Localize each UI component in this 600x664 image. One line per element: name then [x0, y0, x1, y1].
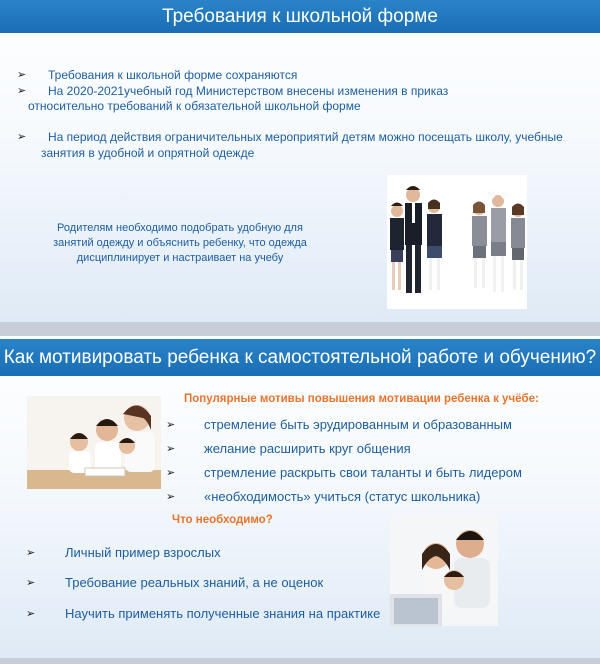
bullet-arrow-icon: ➢ — [26, 577, 36, 589]
bullet-text: На 2020-2021учебный год Министерством внесены изменения в приказ — [48, 84, 449, 98]
school-children-illustration — [387, 175, 527, 309]
motive-item: стремление раскрыть свои таланты и быть лидером — [204, 465, 522, 480]
needed-item: Личный пример взрослых — [65, 545, 221, 560]
bullet-text-continued: занятия в удобной и опрятной одежде — [41, 146, 255, 160]
parents-laptop-illustration — [390, 514, 498, 626]
motive-item: «необходимость» учиться (статус школьника) — [204, 489, 481, 504]
bullet-arrow-icon: ➢ — [166, 419, 176, 431]
bullet-arrow-icon: ➢ — [26, 608, 36, 620]
needed-item: Требование реальных знаний, а не оценок — [65, 575, 324, 590]
parents-laptop-photo — [390, 514, 498, 626]
family-study-photo — [27, 396, 161, 489]
note-line: дисциплинирует и настраивает на учебу — [76, 252, 284, 264]
bullet-arrow-icon: ➢ — [166, 491, 176, 503]
bullet-text: На период действия ограничительных мероприятий детям можно посещать школу, учебные — [48, 130, 563, 144]
bullet-arrow-icon: ➢ — [17, 85, 27, 97]
slide-divider — [0, 322, 600, 336]
school-children-photo — [387, 175, 527, 309]
bullet-text: Требования к школьной форме сохраняются — [48, 68, 298, 82]
parents-note — [40, 221, 320, 266]
bullet-arrow-icon: ➢ — [166, 467, 176, 479]
bullet-text-continued: относительно требований к обязательной школьной форме — [28, 99, 361, 113]
bullet-arrow-icon: ➢ — [17, 131, 27, 143]
family-study-illustration — [27, 396, 161, 489]
bottom-strip — [0, 658, 600, 664]
note-line: Родителям необходимо подобрать удобную для — [57, 222, 303, 234]
slide-school-uniform — [0, 0, 600, 322]
note-line: занятий одежду и объяснить ребенку, что одежда — [53, 237, 307, 249]
bullet-arrow-icon: ➢ — [166, 443, 176, 455]
needed-item: Научить применять полученные знания на практике — [65, 606, 381, 621]
bullet-arrow-icon: ➢ — [26, 547, 36, 559]
motive-item: стремление быть эрудированным и образованным — [204, 417, 512, 432]
motive-item: желание расширить круг общения — [204, 441, 411, 456]
motives-heading: Популярные мотивы повышения мотивации ребенка к учёбе: — [184, 393, 539, 405]
slide-motivation — [0, 336, 600, 658]
slide2-title: Как мотивировать ребенка к самостоятельной работе и обучению? — [0, 339, 600, 376]
needed-heading: Что необходимо? — [172, 514, 273, 526]
slide1-title: Требования к школьной форме — [0, 0, 600, 33]
bullet-arrow-icon: ➢ — [17, 69, 27, 81]
